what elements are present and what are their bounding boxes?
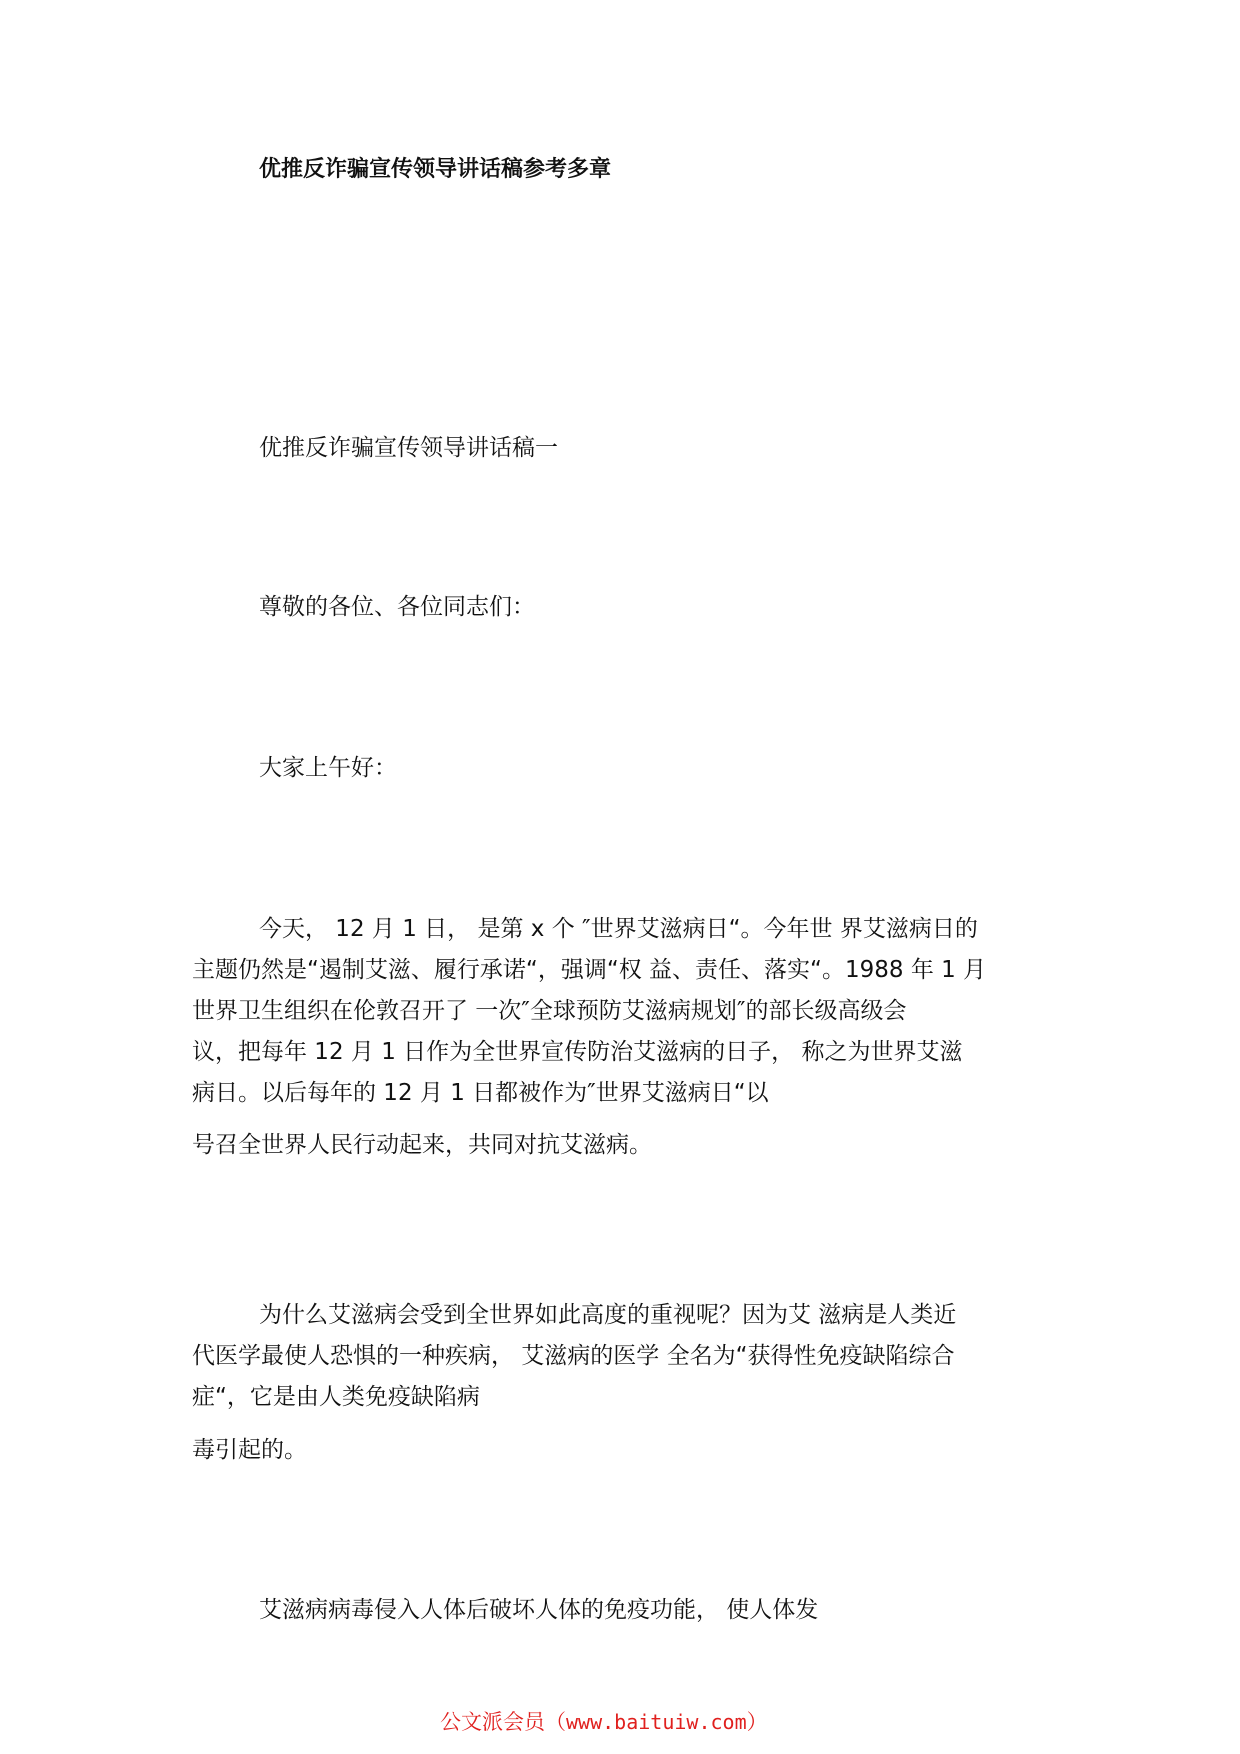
paragraph-line: 主题仍然是“遏制艾滋、履行承诺“，强调“权 益、责任、落实“。1988 年 1 月 (192, 957, 987, 983)
section-heading: 优推反诈骗宣传领导讲话稿一 (259, 435, 558, 461)
paragraph-3: 艾滋病病毒侵入人体后破坏人体的免疫功能， 使人体发 (259, 1597, 819, 1623)
footer-label: 公文派会员（ (440, 1710, 566, 1734)
footer-close: ） (746, 1710, 768, 1734)
paragraph-2 (192, 1295, 1062, 1418)
paragraph-1 (192, 909, 1062, 1114)
paragraph-line: 今天， 12 月 1 日， 是第 x 个 ″世界艾滋病日“。今年世 界艾滋病日的 (259, 916, 978, 942)
paragraph-line: 世界卫生组织在伦敦召开了 一次″全球预防艾滋病规划″的部长级高级会 (192, 998, 907, 1024)
footer-site-link[interactable]: www.baituiw.com (566, 1710, 747, 1734)
paragraph-line: 代医学最使人恐惧的一种疾病， 艾滋病的医学 全名为“获得性免疫缺陷综合 (192, 1343, 955, 1369)
footer-watermark[interactable] (440, 1706, 768, 1736)
paragraph-line: 为什么艾滋病会受到全世界如此高度的重视呢？因为艾 滋病是人类近 (259, 1302, 957, 1328)
paragraph-line: 病日。以后每年的 12 月 1 日都被作为″世界艾滋病日“以 (192, 1080, 769, 1106)
paragraph-1-tail: 号召全世界人民行动起来，共同对抗艾滋病。 (192, 1132, 652, 1158)
paragraph-2-tail: 毒引起的。 (192, 1437, 307, 1463)
paragraph-line: 症“，它是由人类免疫缺陷病 (192, 1384, 480, 1410)
paragraph-line: 议，把每年 12 月 1 日作为全世界宣传防治艾滋病的日子， 称之为世界艾滋 (192, 1039, 963, 1065)
document-title: 优推反诈骗宣传领导讲话稿参考多章 (259, 157, 612, 182)
greeting: 大家上午好： (259, 755, 397, 781)
salutation: 尊敬的各位、各位同志们： (259, 594, 535, 620)
